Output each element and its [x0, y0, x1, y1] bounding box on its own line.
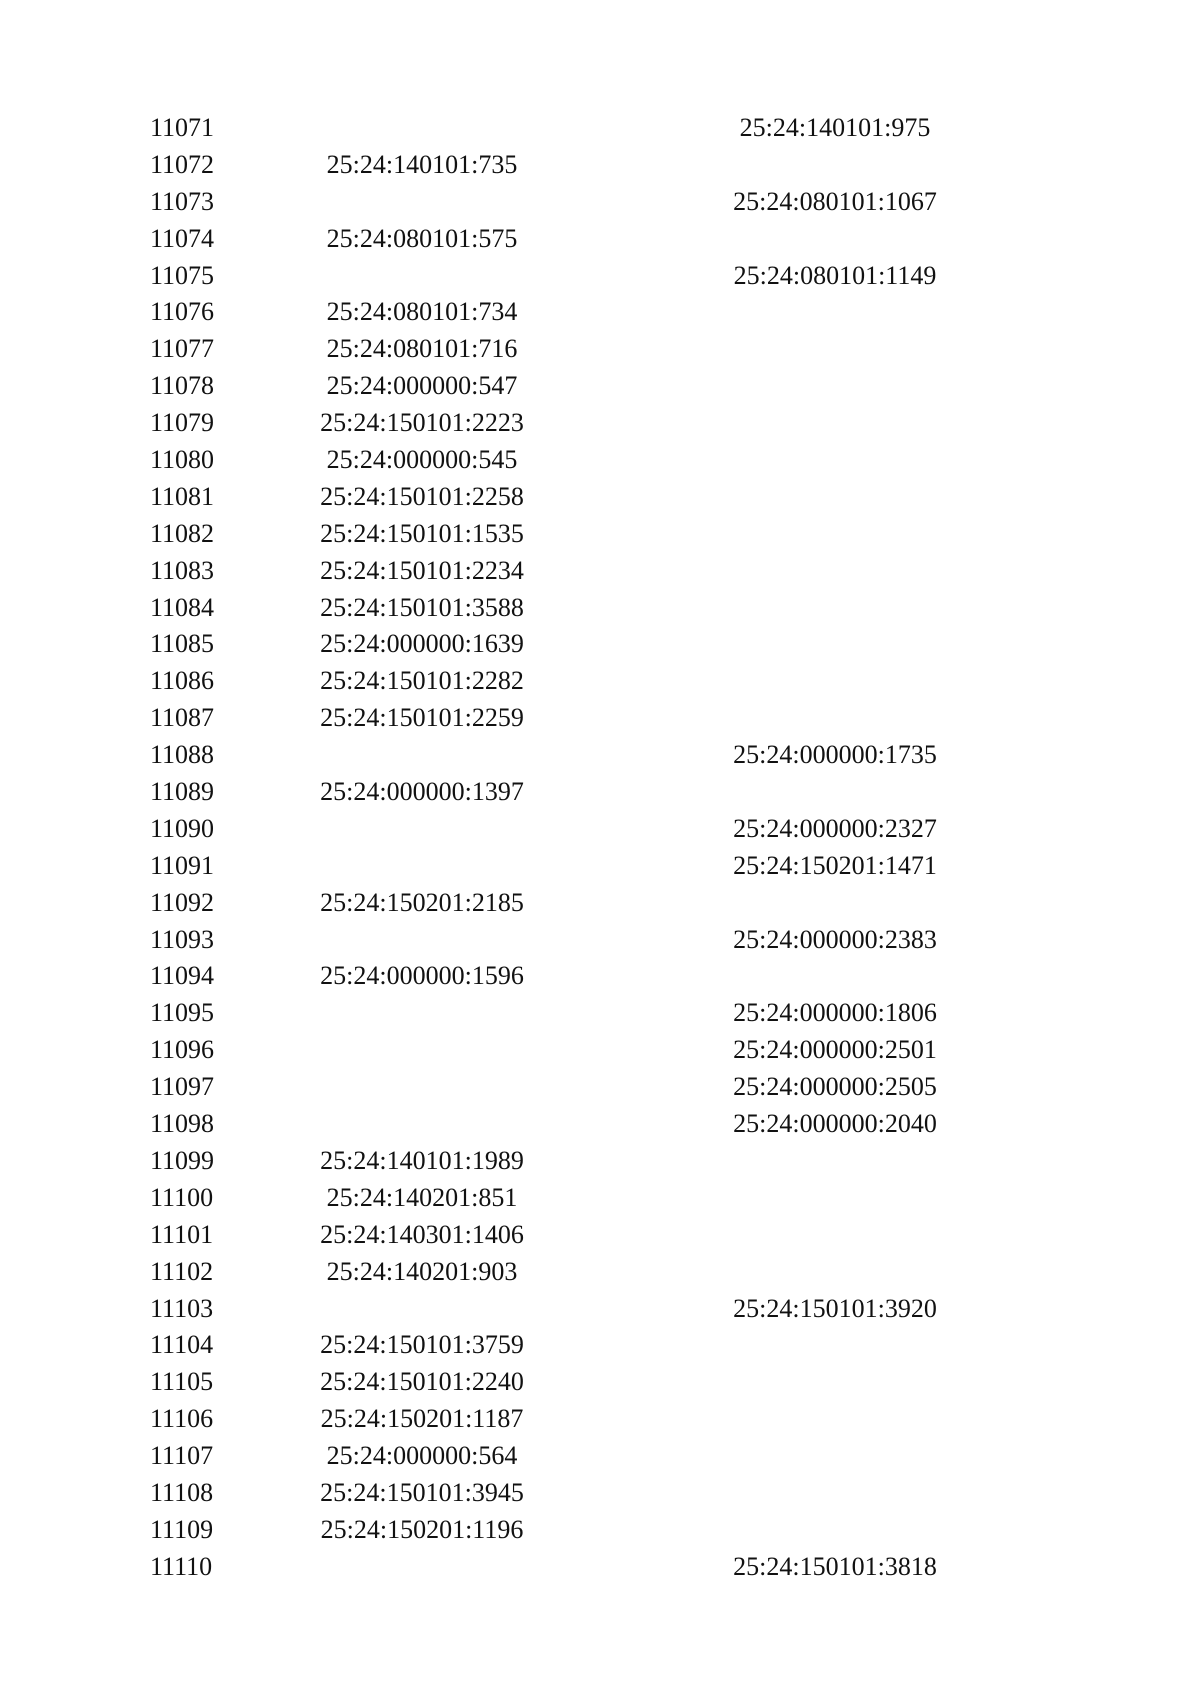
table-row	[0, 442, 1200, 479]
cadastral-number-col2: 25:24:150101:3920	[733, 1293, 937, 1323]
row-number: 11094	[150, 961, 215, 991]
row-number: 11081	[150, 481, 215, 511]
cadastral-number-col2: 25:24:000000:1735	[733, 740, 937, 770]
table-row	[0, 1106, 1200, 1143]
row-number: 11080	[150, 445, 215, 475]
row-number: 11089	[150, 777, 215, 807]
table-row	[0, 553, 1200, 590]
table-row	[0, 1254, 1200, 1291]
table-row	[0, 331, 1200, 368]
row-number: 11090	[150, 813, 215, 843]
cadastral-number-col1: 25:24:150101:3945	[320, 1477, 524, 1507]
row-number: 11078	[150, 371, 215, 401]
cadastral-number-col1: 25:24:140101:1989	[320, 1145, 524, 1175]
row-number: 11100	[150, 1182, 214, 1212]
cadastral-number-col1: 25:24:140201:903	[326, 1256, 518, 1286]
row-number: 11107	[150, 1441, 214, 1471]
cadastral-number-col1: 25:24:080101:734	[326, 297, 518, 327]
cadastral-number-col2: 25:24:140101:975	[739, 113, 931, 142]
table-row	[0, 1143, 1200, 1180]
table-row	[0, 1032, 1200, 1069]
row-number: 11077	[150, 334, 215, 364]
table-row	[0, 1180, 1200, 1217]
row-number: 11088	[150, 740, 215, 770]
table-row	[0, 184, 1200, 221]
table-row	[0, 516, 1200, 553]
table-row	[0, 958, 1200, 995]
table-row	[0, 1549, 1200, 1586]
row-number: 11098	[150, 1109, 215, 1139]
cadastral-number-col1: 25:24:000000:1397	[320, 777, 524, 807]
table-row	[0, 1327, 1200, 1364]
cadastral-number-col2: 25:24:080101:1067	[733, 186, 937, 216]
table-row	[0, 258, 1200, 295]
cadastral-number-col1: 25:24:150101:2240	[320, 1367, 524, 1397]
table-row	[0, 1401, 1200, 1438]
row-number: 11072	[150, 149, 215, 179]
row-number: 11083	[150, 555, 215, 585]
cadastral-number-col1: 25:24:150101:2282	[320, 666, 524, 696]
table-row	[0, 737, 1200, 774]
cadastral-number-col1: 25:24:150101:1535	[320, 518, 524, 548]
cadastral-number-col1: 25:24:000000:1639	[320, 629, 524, 659]
cadastral-number-col1: 25:24:150101:2259	[320, 703, 524, 733]
row-number: 11073	[150, 186, 215, 216]
table-row	[0, 1069, 1200, 1106]
table-row	[0, 479, 1200, 516]
cadastral-number-col1: 25:24:150101:2223	[320, 408, 524, 438]
cadastral-number-col1: 25:24:000000:545	[326, 445, 518, 475]
row-number: 11086	[150, 666, 215, 696]
table-row	[0, 995, 1200, 1032]
row-number: 11092	[150, 887, 215, 917]
row-number: 11108	[150, 1477, 214, 1507]
cadastral-number-col2: 25:24:080101:1149	[733, 260, 937, 290]
table-row	[0, 774, 1200, 811]
table-row	[0, 848, 1200, 885]
table-row	[0, 663, 1200, 700]
cadastral-number-col2: 25:24:150101:3818	[733, 1551, 937, 1581]
row-number: 11087	[150, 703, 215, 733]
row-number: 11109	[150, 1514, 214, 1544]
row-number: 11085	[150, 629, 215, 659]
row-number: 11095	[150, 998, 215, 1028]
cadastral-number-col1: 25:24:000000:547	[326, 371, 518, 401]
cadastral-number-col1: 25:24:150101:3759	[320, 1330, 524, 1360]
table-row	[0, 368, 1200, 405]
table-row	[0, 147, 1200, 184]
row-number: 11110	[150, 1551, 213, 1581]
table-row	[0, 922, 1200, 959]
table-row	[0, 405, 1200, 442]
table-row	[0, 700, 1200, 737]
row-number: 11096	[150, 1035, 215, 1065]
table-row	[0, 626, 1200, 663]
cadastral-number-col2: 25:24:000000:1806	[733, 998, 937, 1028]
table-row	[0, 811, 1200, 848]
cadastral-number-col1: 25:24:150101:2234	[320, 555, 524, 585]
cadastral-number-col1: 25:24:150201:2185	[320, 887, 524, 917]
table-row	[0, 590, 1200, 627]
row-number: 11076	[150, 297, 215, 327]
table-row	[0, 221, 1200, 258]
row-number: 11075	[150, 260, 215, 290]
row-number: 11091	[150, 850, 215, 880]
cadastral-number-col1: 25:24:140201:851	[326, 1182, 518, 1212]
cadastral-number-col1: 25:24:080101:716	[326, 334, 518, 364]
table-row	[0, 1217, 1200, 1254]
row-number: 11105	[150, 1367, 214, 1397]
row-number: 11104	[150, 1330, 214, 1360]
row-number: 11079	[150, 408, 215, 438]
row-number: 11102	[150, 1256, 214, 1286]
row-number: 11103	[150, 1293, 214, 1323]
cadastral-number-col2: 25:24:000000:2505	[733, 1072, 937, 1102]
row-number: 11106	[150, 1404, 214, 1434]
cadastral-number-col1: 25:24:000000:1596	[320, 961, 524, 991]
cadastral-number-col1: 25:24:080101:575	[326, 223, 518, 253]
cadastral-number-col2: 25:24:150201:1471	[733, 850, 937, 880]
cadastral-number-col2: 25:24:000000:2327	[733, 813, 937, 843]
cadastral-number-col2: 25:24:000000:2501	[733, 1035, 937, 1065]
cadastral-number-col2: 25:24:000000:2040	[733, 1109, 937, 1139]
table-row	[0, 110, 1200, 147]
table-row	[0, 1475, 1200, 1512]
cadastral-number-col1: 25:24:000000:564	[326, 1441, 518, 1471]
cadastral-number-col1: 25:24:150101:2258	[320, 481, 524, 511]
table-row	[0, 1512, 1200, 1549]
row-number: 11099	[150, 1145, 215, 1175]
cadastral-number-col1: 25:24:140101:735	[326, 149, 518, 179]
cadastral-number-col1: 25:24:150201:1196	[320, 1514, 524, 1544]
cadastral-number-col1: 25:24:140301:1406	[320, 1219, 524, 1249]
table-row	[0, 885, 1200, 922]
row-number: 11101	[150, 1219, 214, 1249]
table-row	[0, 1438, 1200, 1475]
table-row	[0, 1291, 1200, 1328]
row-number: 11097	[150, 1072, 215, 1102]
row-number: 11082	[150, 518, 215, 548]
row-number: 11084	[150, 592, 215, 622]
cadastral-number-table	[0, 110, 1200, 1586]
cadastral-number-col2: 25:24:000000:2383	[733, 924, 937, 954]
table-row	[0, 1364, 1200, 1401]
cadastral-number-col1: 25:24:150201:1187	[320, 1404, 524, 1434]
row-number: 11071	[150, 113, 215, 142]
row-number: 11074	[150, 223, 215, 253]
table-row	[0, 294, 1200, 331]
row-number: 11093	[150, 924, 215, 954]
cadastral-number-col1: 25:24:150101:3588	[320, 592, 524, 622]
